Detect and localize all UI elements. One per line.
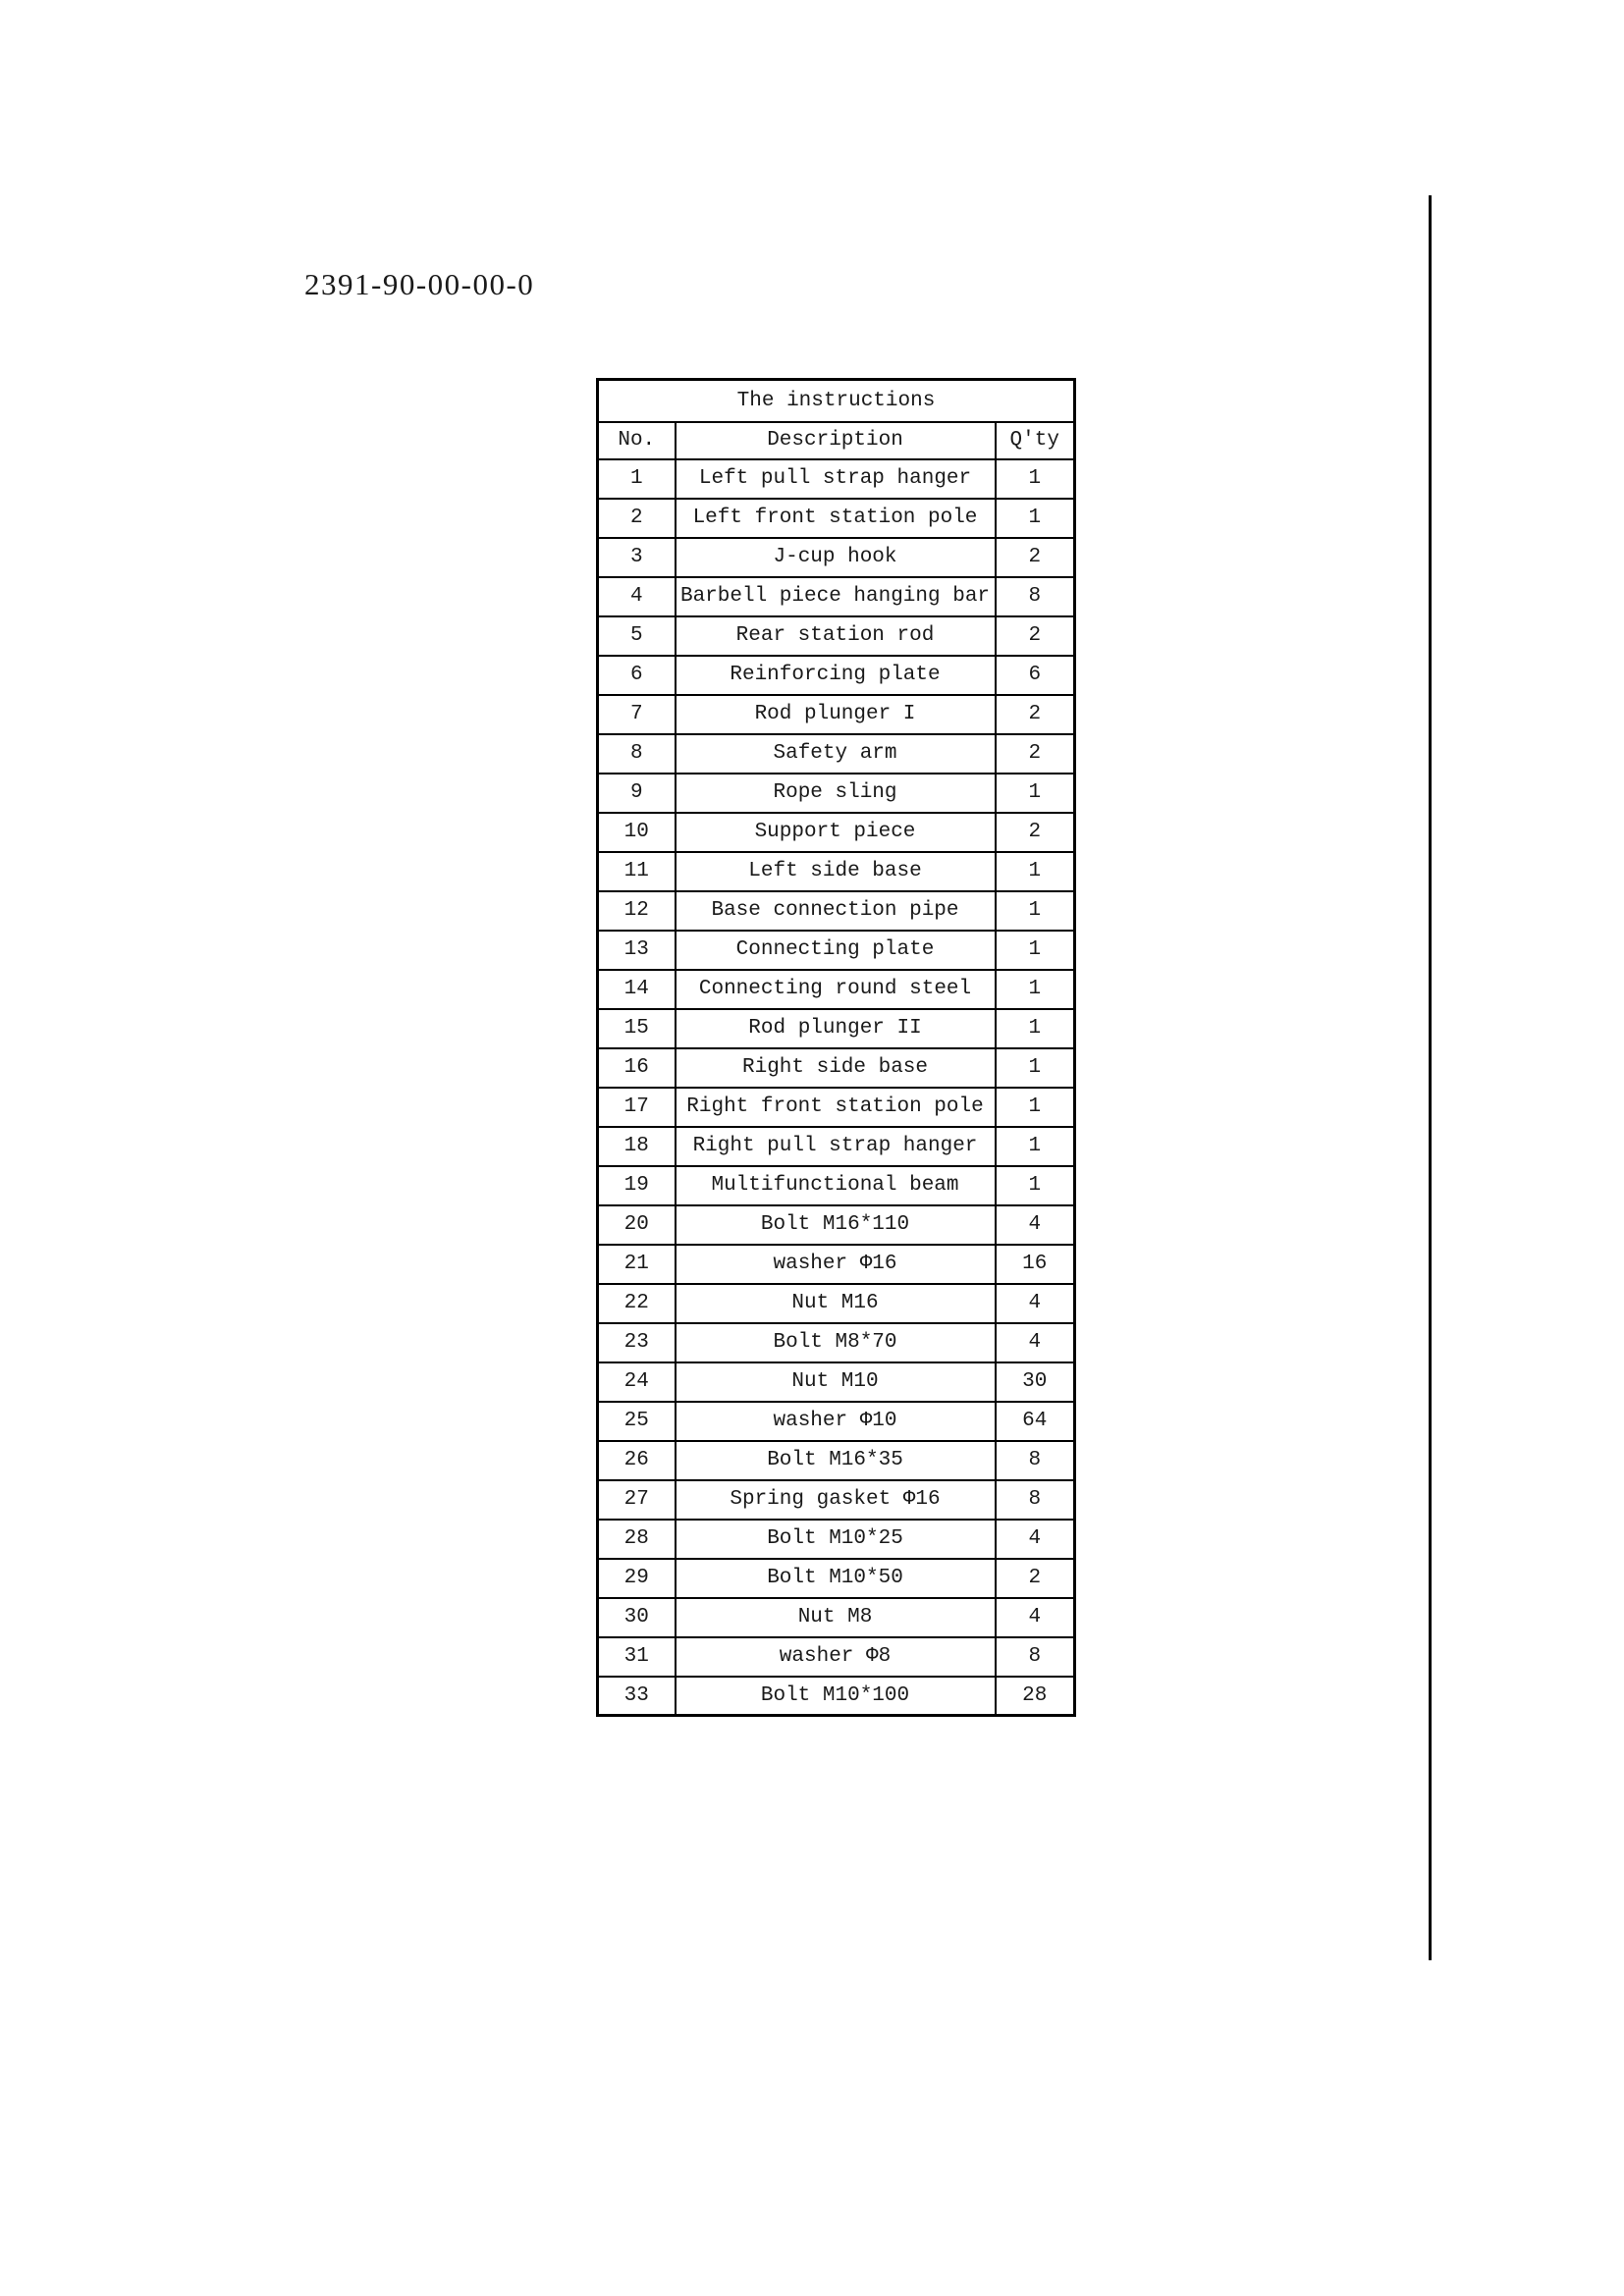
cell-description: washer Φ16: [676, 1245, 996, 1284]
cell-qty: 8: [996, 1441, 1075, 1480]
cell-no: 20: [598, 1205, 676, 1245]
table-row: [598, 1402, 1075, 1441]
table-row: [598, 970, 1075, 1009]
table-row: [598, 1009, 1075, 1048]
cell-description: Rod plunger II: [676, 1009, 996, 1048]
cell-description: Connecting round steel: [676, 970, 996, 1009]
cell-no: 10: [598, 813, 676, 852]
cell-no: 23: [598, 1323, 676, 1362]
cell-description: Reinforcing plate: [676, 656, 996, 695]
cell-no: 8: [598, 734, 676, 774]
table-row: [598, 1088, 1075, 1127]
table-row: [598, 774, 1075, 813]
cell-description: Base connection pipe: [676, 891, 996, 931]
parts-table-container: [596, 378, 1076, 1717]
cell-description: Left front station pole: [676, 499, 996, 538]
cell-no: 13: [598, 931, 676, 970]
col-header-no: No.: [598, 422, 676, 459]
table-row: [598, 499, 1075, 538]
page-right-border-line: [1429, 195, 1432, 1960]
cell-description: Bolt M10*50: [676, 1559, 996, 1598]
cell-no: 6: [598, 656, 676, 695]
cell-no: 15: [598, 1009, 676, 1048]
cell-qty: 1: [996, 891, 1075, 931]
cell-no: 31: [598, 1637, 676, 1677]
cell-no: 19: [598, 1166, 676, 1205]
table-row: [598, 1284, 1075, 1323]
cell-description: washer Φ8: [676, 1637, 996, 1677]
table-row: [598, 1323, 1075, 1362]
cell-description: J-cup hook: [676, 538, 996, 577]
cell-description: Barbell piece hanging bar: [676, 577, 996, 616]
parts-table-body: [598, 459, 1075, 1716]
table-row: [598, 852, 1075, 891]
table-row: [598, 1127, 1075, 1166]
cell-no: 33: [598, 1677, 676, 1716]
table-row: [598, 459, 1075, 499]
cell-description: Bolt M10*100: [676, 1677, 996, 1716]
table-row: [598, 538, 1075, 577]
cell-description: Bolt M16*110: [676, 1205, 996, 1245]
cell-no: 26: [598, 1441, 676, 1480]
cell-description: Right side base: [676, 1048, 996, 1088]
cell-qty: 4: [996, 1520, 1075, 1559]
cell-description: Rear station rod: [676, 616, 996, 656]
cell-description: Rod plunger I: [676, 695, 996, 734]
table-row: [598, 1520, 1075, 1559]
cell-qty: 2: [996, 734, 1075, 774]
cell-no: 7: [598, 695, 676, 734]
cell-description: Connecting plate: [676, 931, 996, 970]
table-row: [598, 1559, 1075, 1598]
cell-no: 1: [598, 459, 676, 499]
table-row: [598, 1245, 1075, 1284]
cell-qty: 2: [996, 538, 1075, 577]
table-row: [598, 695, 1075, 734]
cell-no: 9: [598, 774, 676, 813]
table-row: [598, 813, 1075, 852]
parts-table: [596, 378, 1076, 1717]
table-row: [598, 577, 1075, 616]
table-row: [598, 1677, 1075, 1716]
cell-qty: 2: [996, 695, 1075, 734]
table-row: [598, 656, 1075, 695]
doc-code: 2391-90-00-00-0: [304, 267, 535, 301]
cell-no: 14: [598, 970, 676, 1009]
cell-description: washer Φ10: [676, 1402, 996, 1441]
cell-description: Nut M8: [676, 1598, 996, 1637]
cell-no: 3: [598, 538, 676, 577]
cell-no: 5: [598, 616, 676, 656]
cell-qty: 1: [996, 1088, 1075, 1127]
cell-qty: 8: [996, 577, 1075, 616]
cell-description: Spring gasket Φ16: [676, 1480, 996, 1520]
cell-no: 11: [598, 852, 676, 891]
cell-description: Left side base: [676, 852, 996, 891]
cell-no: 29: [598, 1559, 676, 1598]
cell-qty: 8: [996, 1480, 1075, 1520]
cell-no: 21: [598, 1245, 676, 1284]
cell-no: 27: [598, 1480, 676, 1520]
table-title: The instructions: [598, 380, 1075, 422]
table-row: [598, 734, 1075, 774]
cell-qty: 30: [996, 1362, 1075, 1402]
cell-description: Safety arm: [676, 734, 996, 774]
table-row: [598, 1205, 1075, 1245]
cell-description: Support piece: [676, 813, 996, 852]
table-row: [598, 1480, 1075, 1520]
cell-qty: 64: [996, 1402, 1075, 1441]
cell-qty: 1: [996, 852, 1075, 891]
cell-no: 16: [598, 1048, 676, 1088]
cell-qty: 2: [996, 616, 1075, 656]
cell-qty: 28: [996, 1677, 1075, 1716]
cell-qty: 1: [996, 970, 1075, 1009]
table-row: [598, 931, 1075, 970]
cell-description: Bolt M8*70: [676, 1323, 996, 1362]
table-title-row: [598, 380, 1075, 422]
cell-no: 25: [598, 1402, 676, 1441]
cell-qty: 1: [996, 1127, 1075, 1166]
cell-qty: 2: [996, 1559, 1075, 1598]
cell-qty: 1: [996, 1009, 1075, 1048]
cell-qty: 1: [996, 1166, 1075, 1205]
table-row: [598, 891, 1075, 931]
cell-qty: 4: [996, 1284, 1075, 1323]
cell-description: Left pull strap hanger: [676, 459, 996, 499]
table-row: [598, 1362, 1075, 1402]
cell-qty: 8: [996, 1637, 1075, 1677]
cell-qty: 1: [996, 499, 1075, 538]
table-row: [598, 1048, 1075, 1088]
cell-description: Bolt M16*35: [676, 1441, 996, 1480]
cell-no: 30: [598, 1598, 676, 1637]
table-header-row: [598, 422, 1075, 459]
cell-qty: 2: [996, 813, 1075, 852]
table-row: [598, 1441, 1075, 1480]
cell-qty: 16: [996, 1245, 1075, 1284]
col-header-qty: Q'ty: [996, 422, 1075, 459]
cell-description: Right pull strap hanger: [676, 1127, 996, 1166]
cell-no: 22: [598, 1284, 676, 1323]
cell-no: 12: [598, 891, 676, 931]
cell-description: Rope sling: [676, 774, 996, 813]
cell-no: 18: [598, 1127, 676, 1166]
cell-description: Right front station pole: [676, 1088, 996, 1127]
cell-qty: 1: [996, 931, 1075, 970]
cell-qty: 4: [996, 1205, 1075, 1245]
cell-description: Nut M10: [676, 1362, 996, 1402]
cell-qty: 4: [996, 1598, 1075, 1637]
cell-description: Multifunctional beam: [676, 1166, 996, 1205]
cell-qty: 1: [996, 774, 1075, 813]
cell-no: 2: [598, 499, 676, 538]
table-row: [598, 1598, 1075, 1637]
cell-no: 28: [598, 1520, 676, 1559]
cell-description: Bolt M10*25: [676, 1520, 996, 1559]
cell-no: 24: [598, 1362, 676, 1402]
table-row: [598, 1637, 1075, 1677]
cell-no: 4: [598, 577, 676, 616]
col-header-description: Description: [676, 422, 996, 459]
table-row: [598, 1166, 1075, 1205]
cell-qty: 1: [996, 1048, 1075, 1088]
cell-qty: 6: [996, 656, 1075, 695]
cell-no: 17: [598, 1088, 676, 1127]
table-row: [598, 616, 1075, 656]
cell-qty: 1: [996, 459, 1075, 499]
cell-qty: 4: [996, 1323, 1075, 1362]
cell-description: Nut M16: [676, 1284, 996, 1323]
